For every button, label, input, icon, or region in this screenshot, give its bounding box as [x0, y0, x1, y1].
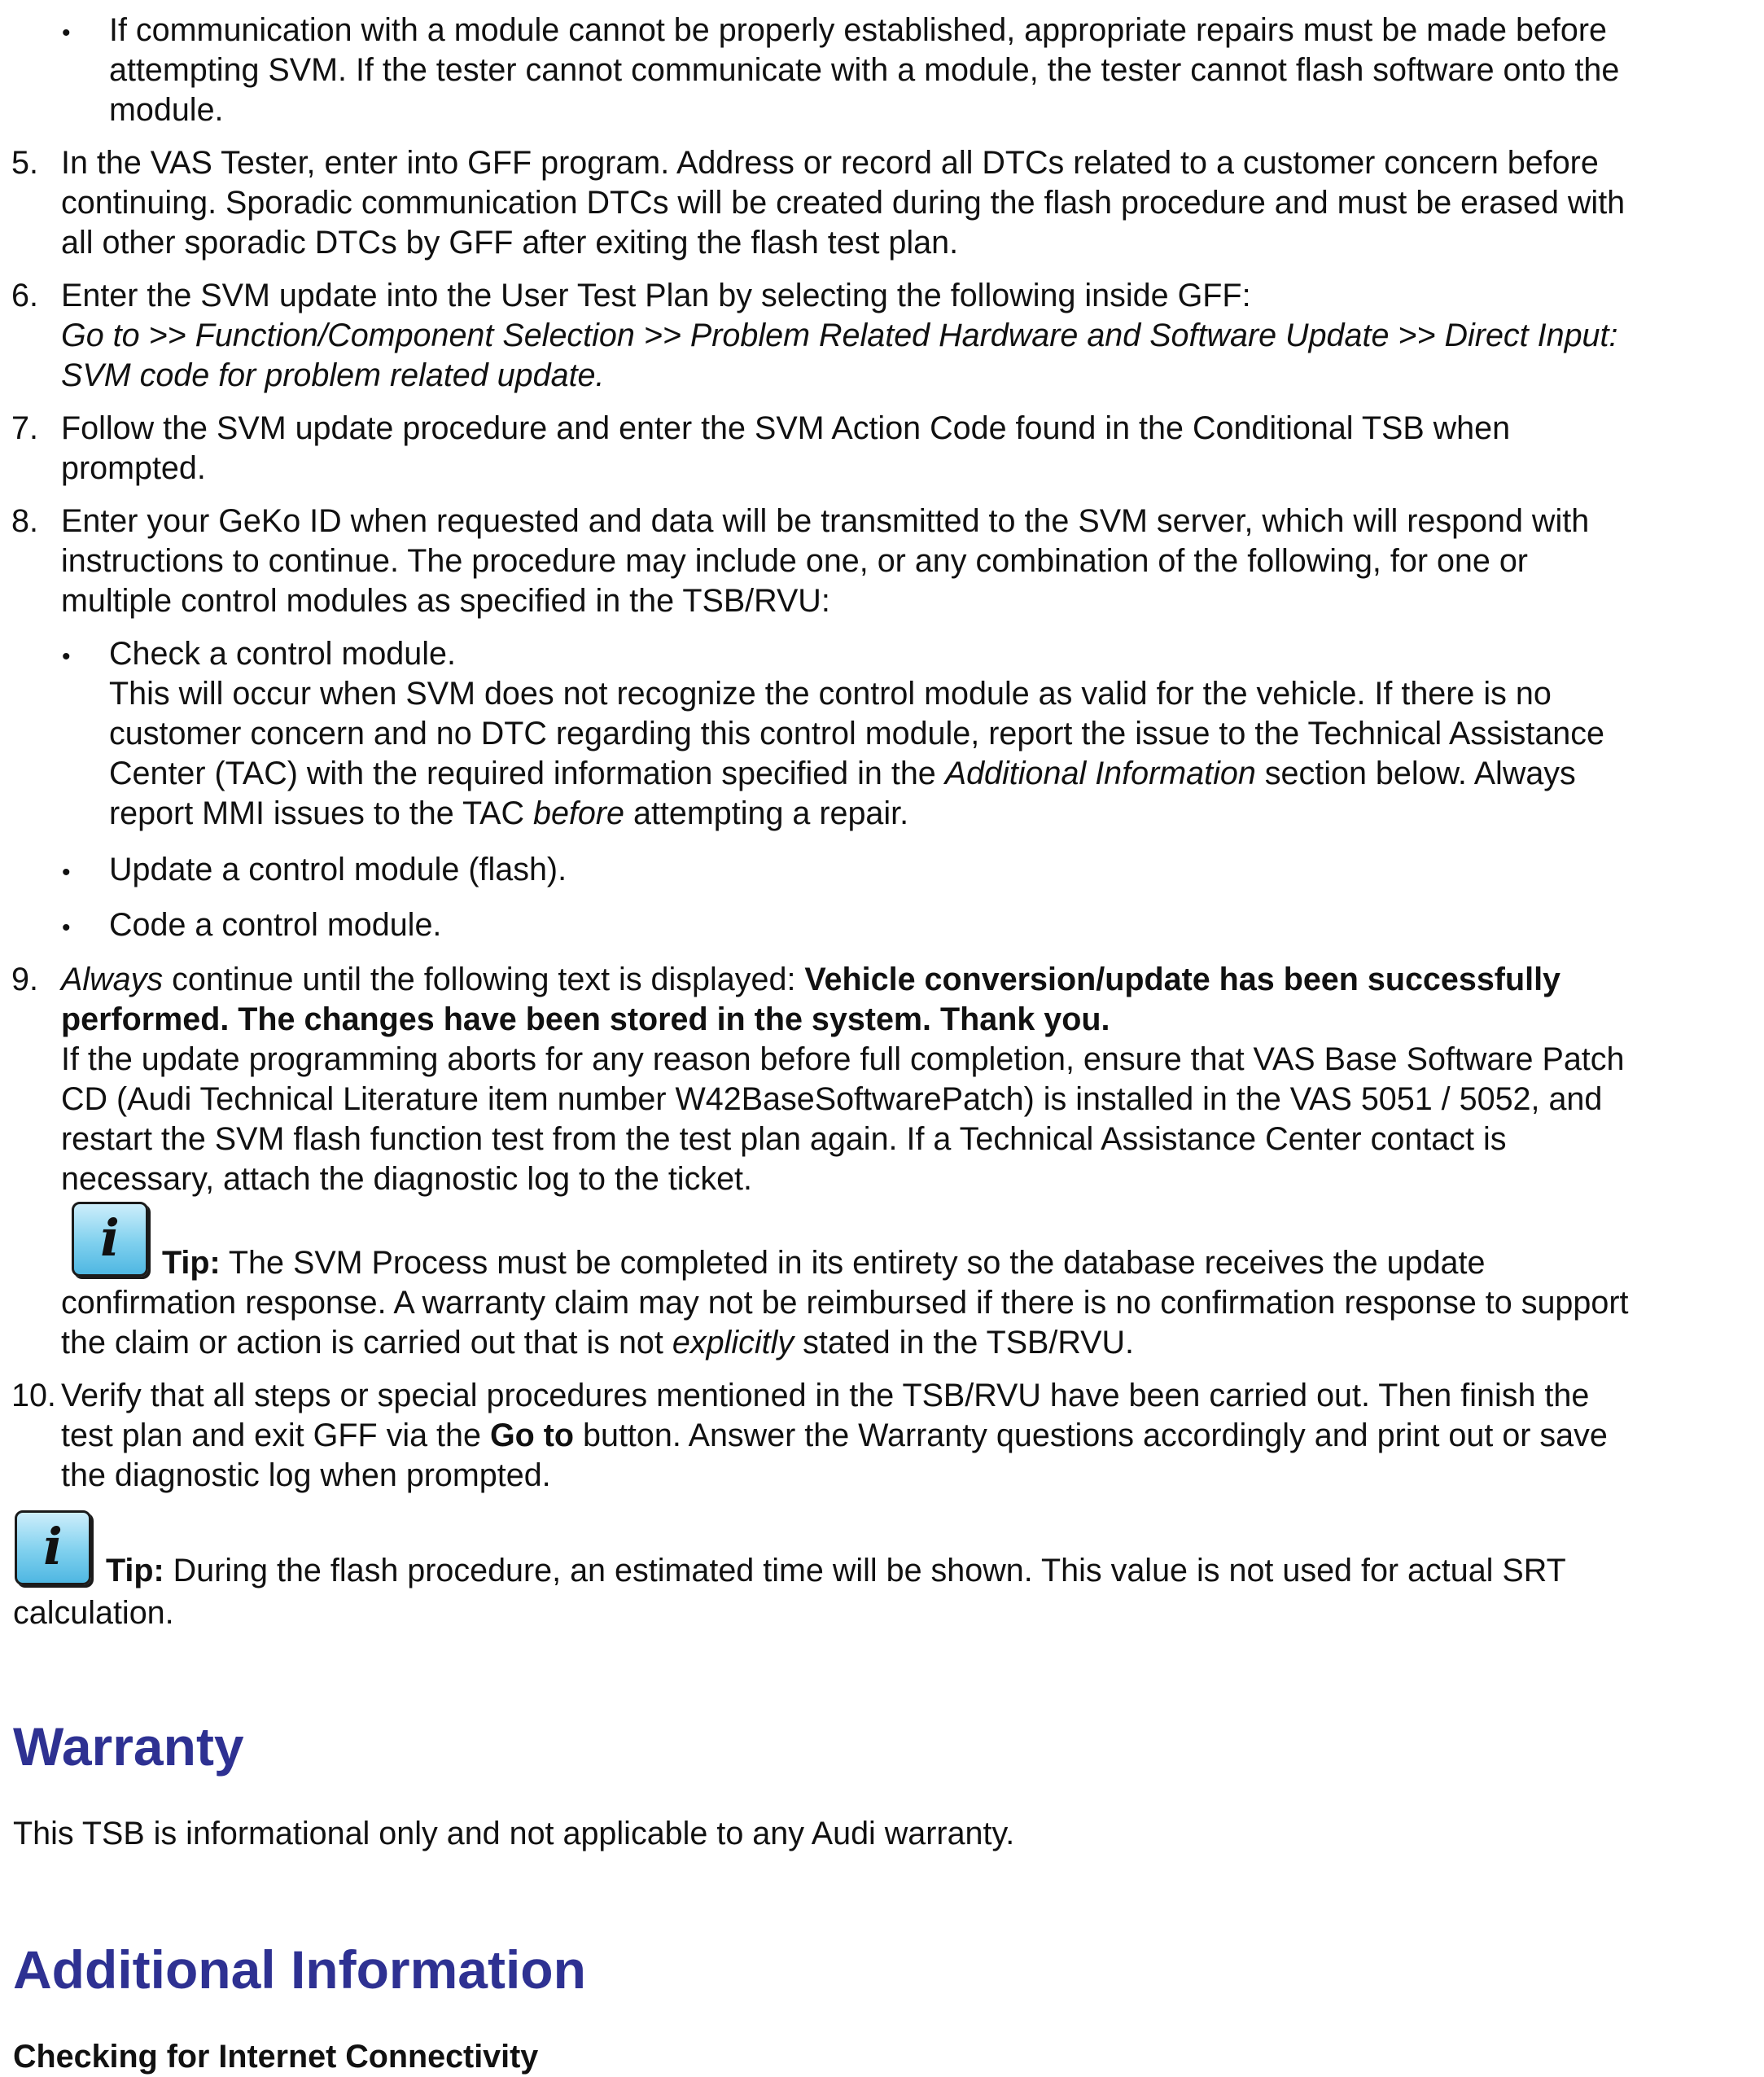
bullet-line: customer concern and no DTC regarding this control module, report the issue to the Technical Assistance	[109, 716, 1604, 751]
bullet	[62, 852, 71, 892]
section-reference: Additional Information	[944, 756, 1256, 791]
tip-line: calculation.	[13, 1595, 174, 1631]
bullet-line: module.	[109, 92, 224, 128]
bullet-line: attempting SVM. If the tester cannot communicate with a module, the tester cannot flash software onto the	[109, 52, 1620, 88]
tip-line: the claim or action is carried out that is not explicitly stated in the TSB/RVU.	[61, 1325, 1135, 1361]
info-icon: i	[72, 1202, 148, 1277]
step-number: 9.	[11, 962, 38, 997]
menu-path: Go to >> Function/Component Selection >> Problem Related Hardware and Software Update >> Direct Input:	[61, 318, 1618, 353]
bullet-title: Check a control module.	[109, 636, 456, 672]
bullet	[62, 13, 71, 53]
step-line: Verify that all steps or special procedures mentioned in the TSB/RVU have been carried out. Then finish the	[61, 1378, 1590, 1413]
bullet-line: If communication with a module cannot be properly established, appropriate repairs must be made before	[109, 12, 1607, 48]
additional-info-heading: Additional Information	[13, 1939, 586, 2000]
step-line: the diagnostic log when prompted.	[61, 1457, 551, 1493]
step-number: 10.	[11, 1378, 56, 1413]
step-line: prompted.	[61, 450, 206, 486]
warranty-text: This TSB is informational only and not applicable to any Audi warranty.	[13, 1816, 1015, 1851]
tip-line: Tip: During the flash procedure, an estimated time will be shown. This value is not used for actual SRT	[106, 1553, 1566, 1588]
step-number: 8.	[11, 503, 38, 539]
step-line: necessary, attach the diagnostic log to the ticket.	[61, 1161, 752, 1197]
step-number: 7.	[11, 410, 38, 446]
success-message: Vehicle conversion/update has been successfully	[804, 962, 1561, 997]
bullet-line: report MMI issues to the TAC before attempting a repair.	[109, 795, 909, 831]
step-line: multiple control modules as specified in the TSB/RVU:	[61, 583, 830, 619]
tip-label: Tip:	[106, 1553, 164, 1588]
emphasis: explicitly	[672, 1325, 794, 1361]
tip-line: Tip: The SVM Process must be completed in its entirety so the database receives the update	[162, 1245, 1486, 1281]
step-line: test plan and exit GFF via the Go to button. Answer the Warranty questions accordingly and print out or save	[61, 1418, 1608, 1453]
step-number: 5.	[11, 145, 38, 181]
menu-path: SVM code for problem related update.	[61, 357, 605, 393]
go-to-label: Go to	[489, 1418, 575, 1453]
bullet-line: Center (TAC) with the required information specified in the Additional Information section below. Always	[109, 756, 1576, 791]
step-line: Always continue until the following text is displayed: Vehicle conversion/update has been successfully	[61, 962, 1561, 997]
step-line: instructions to continue. The procedure may include one, or any combination of the following, for one or	[61, 543, 1528, 579]
success-message: performed. The changes have been stored in the system. Thank you.	[61, 1001, 1110, 1037]
subsection-heading: Checking for Internet Connectivity	[13, 2039, 539, 2075]
warranty-heading: Warranty	[13, 1716, 244, 1777]
bullet	[62, 908, 71, 948]
step-line: If the update programming aborts for any reason before full completion, ensure that VAS Base Software Patch	[61, 1041, 1625, 1077]
bullet	[62, 637, 71, 677]
step-line: In the VAS Tester, enter into GFF program. Address or record all DTCs related to a customer concern before	[61, 145, 1599, 181]
tip-label: Tip:	[162, 1245, 221, 1281]
step-line: Follow the SVM update procedure and enter the SVM Action Code found in the Conditional TSB when	[61, 410, 1511, 446]
step-line: restart the SVM flash function test from the test plan again. If a Technical Assistance Center contact is	[61, 1121, 1507, 1157]
step-line: CD (Audi Technical Literature item number W42BaseSoftwarePatch) is installed in the VAS 5051 / 5052, and	[61, 1081, 1603, 1117]
step-line: continuing. Sporadic communication DTCs will be created during the flash procedure and must be erased with	[61, 185, 1626, 221]
info-icon: i	[15, 1510, 91, 1585]
bullet-title: Update a control module (flash).	[109, 852, 567, 887]
bullet-line: This will occur when SVM does not recognize the control module as valid for the vehicle. If there is no	[109, 676, 1552, 712]
bullet-title: Code a control module.	[109, 907, 442, 943]
tip-line: confirmation response. A warranty claim may not be reimbursed if there is no confirmation response to support	[61, 1285, 1629, 1321]
step-line: all other sporadic DTCs by GFF after exiting the flash test plan.	[61, 225, 959, 261]
step-line: Enter your GeKo ID when requested and data will be transmitted to the SVM server, which will respond with	[61, 503, 1590, 539]
step-number: 6.	[11, 278, 38, 313]
emphasis: before	[532, 795, 624, 831]
step-line: Enter the SVM update into the User Test Plan by selecting the following inside GFF:	[61, 278, 1251, 313]
emphasis: Always	[61, 962, 164, 997]
